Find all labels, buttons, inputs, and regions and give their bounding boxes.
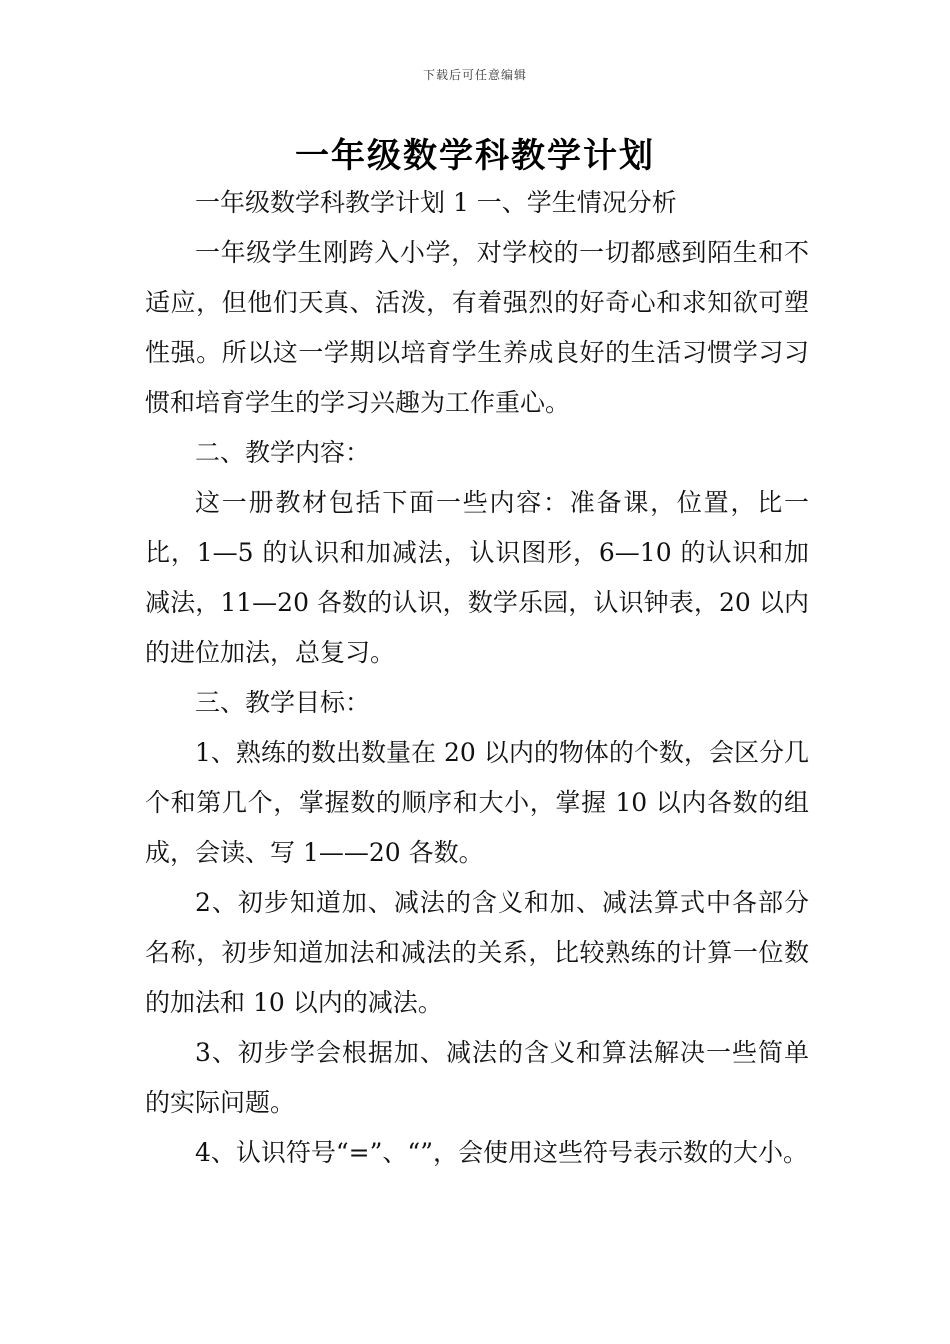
header-note: 下载后可任意编辑 xyxy=(422,68,527,82)
document-title: 一年级数学科教学计划 xyxy=(295,136,655,176)
paragraph-teaching-content: 这一册教材包括下面一些内容：准备课，位置，比一比，1—5 的认识和加减法，认识图形，6—10 的认识和加减法，11—20 各数的认识，数学乐园，认识钟表，20 以内的进位加法，总复习。 xyxy=(145,488,809,667)
paragraph-section-heading-2: 二、教学内容： xyxy=(195,438,371,467)
paragraph-student-analysis: 一年级学生刚跨入小学，对学校的一切都感到陌生和不适应，但他们天真、活泼，有着强烈的好奇心和求知欲可塑性强。所以这一学期以培育学生养成良好的生活习惯学习习惯和培育学生的学习兴趣为工作重心。 xyxy=(145,238,809,417)
paragraph-goal-3: 3、初步学会根据加、减法的含义和算法解决一些简单的实际问题。 xyxy=(145,1038,809,1117)
paragraph-section-heading-3: 三、教学目标： xyxy=(195,688,371,717)
paragraph-goal-4: 4、认识符号“=”、“”，会使用这些符号表示数的大小。 xyxy=(195,1138,808,1167)
paragraph-goal-2: 2、初步知道加、减法的含义和加、减法算式中各部分名称，初步知道加法和减法的关系，比较熟练的计算一位数的加法和 10 以内的减法。 xyxy=(145,888,809,1017)
paragraph-goal-1: 1、熟练的数出数量在 20 以内的物体的个数，会区分几个和第几个，掌握数的顺序和大小，掌握 10 以内各数的组成，会读、写 1——20 各数。 xyxy=(145,738,809,867)
document-body xyxy=(145,178,809,1178)
paragraph-section-heading-1: 一年级数学科教学计划 1 一、学生情况分析 xyxy=(195,188,677,217)
